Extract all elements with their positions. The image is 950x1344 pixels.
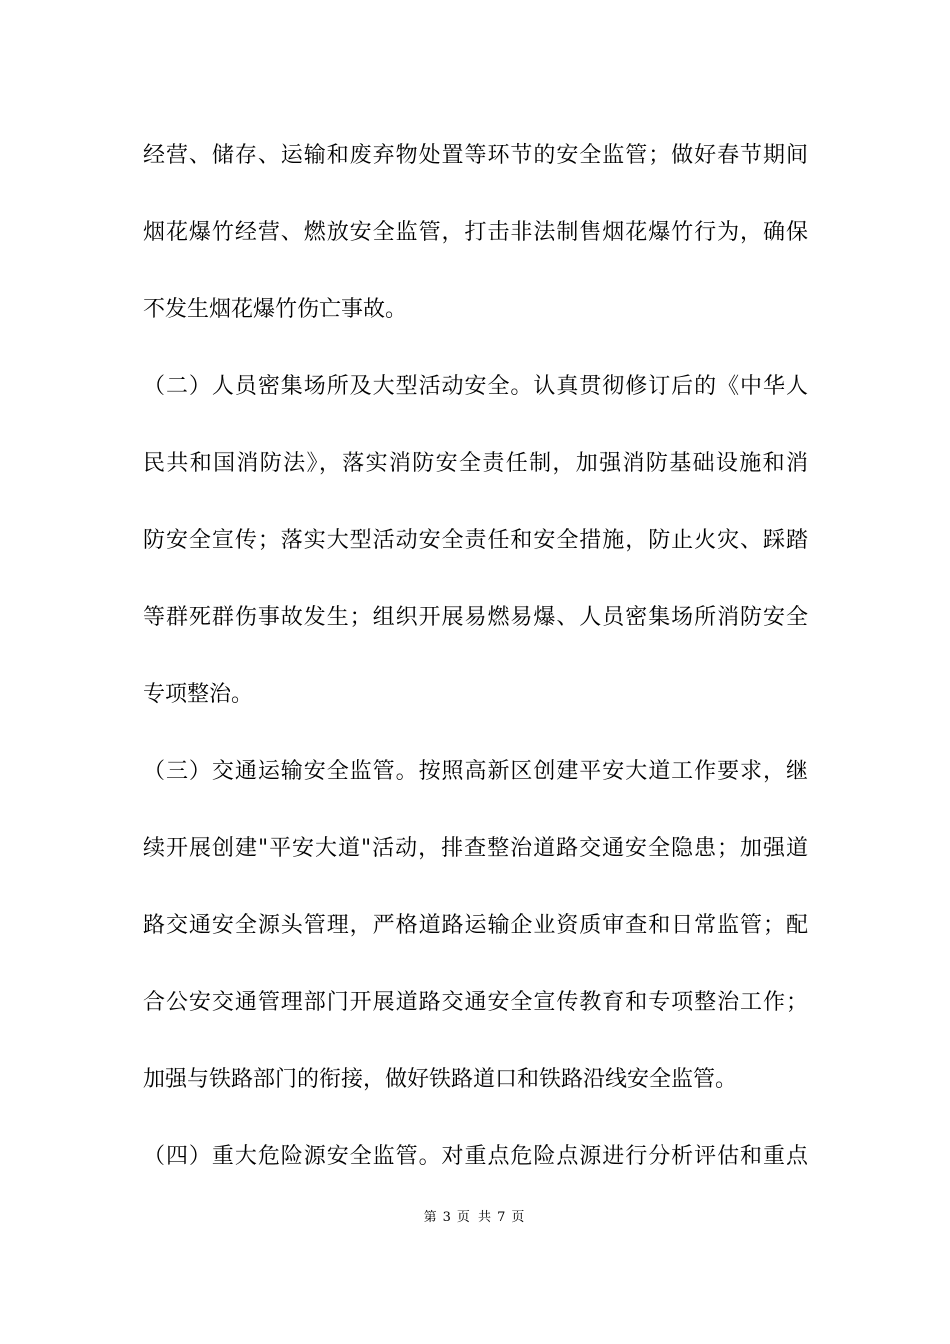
text-line-1: 经营、储存、运输和废弃物处置等环节的安全监管；做好春节期间 [143,143,808,168]
text-line-10: 续开展创建"平安大道"活动，排查整治道路交通安全隐患；加强道 [143,836,808,861]
footer-middle: 页 共 [456,1210,494,1225]
text-line-5: 民共和国消防法》，落实消防安全责任制，加强消防基础设施和消 [143,451,808,476]
text-line-4: （二）人员密集场所及大型活动安全。认真贯彻修订后的《中华人 [143,374,808,399]
text-line-2: 烟花爆竹经营、燃放安全监管，打击非法制售烟花爆竹行为，确保 [143,220,808,245]
footer-prefix: 第 [423,1210,439,1225]
text-line-9: （三）交通运输安全监管。按照高新区创建平安大道工作要求，继 [143,759,808,784]
text-line-8: 专项整治。 [143,682,254,707]
text-line-13: 加强与铁路部门的衔接，做好铁路道口和铁路沿线安全监管。 [143,1067,738,1092]
text-line-11: 路交通安全源头管理，严格道路运输企业资质审查和日常监管；配 [143,913,808,938]
footer-suffix: 页 [511,1210,527,1225]
text-line-3: 不发生烟花爆竹伤亡事故。 [143,297,408,322]
document-body [143,134,808,1212]
text-line-6: 防安全宣传；落实大型活动安全责任和安全措施，防止火灾、踩踏 [143,528,808,553]
text-line-7: 等群死群伤事故发生；组织开展易燃易爆、人员密集场所消防安全 [143,605,808,630]
footer-page-number: 3 [442,1210,453,1225]
page-footer [0,1206,950,1225]
text-line-12: 合公安交通管理部门开展道路交通安全宣传教育和专项整治工作； [143,990,808,1015]
text-line-14: （四）重大危险源安全监管。对重点危险点源进行分析评估和重点 [143,1144,808,1169]
footer-total-pages: 7 [497,1210,508,1225]
